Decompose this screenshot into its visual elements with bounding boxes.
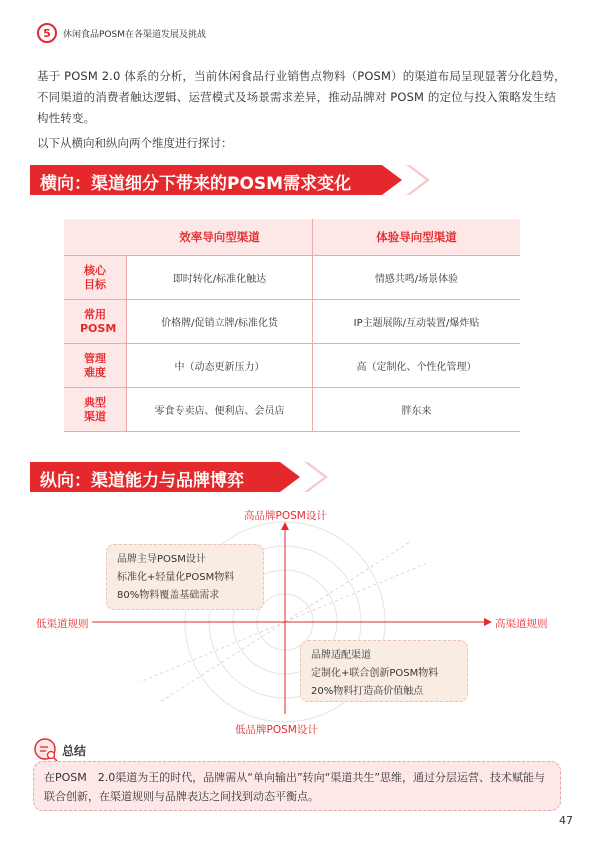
row-label xyxy=(64,344,127,387)
channel-comparison-table xyxy=(64,219,520,432)
summary-title: 总结 xyxy=(62,744,87,758)
box-line: 标准化+轻量化POSM物料 xyxy=(117,572,235,583)
chevron-right-icon xyxy=(304,462,328,492)
box-line: 20%物料打造高价值触点 xyxy=(311,686,424,697)
row-label xyxy=(64,256,127,299)
table-row xyxy=(64,344,520,388)
summary-box xyxy=(33,761,561,811)
quadrant-box-bottom-right xyxy=(300,640,468,702)
table-row xyxy=(64,300,520,344)
axis-label-bottom: 低品牌POSM设计 xyxy=(235,724,318,736)
intro-paragraph: 基于 POSM 2.0 体系的分析，当前休闲食品行业销售点物料（POSM）的渠道布局呈现显著分化趋势，不同渠道的消费者触达逻辑、运营模式及场景需求差异，推动品牌对 POSM 的定位与投入策略发生结构性转变。 xyxy=(37,69,566,125)
table-cell: 高（定制化、个性化管理） xyxy=(356,362,477,373)
chat-search-icon xyxy=(33,737,59,763)
row-label xyxy=(64,388,127,431)
row-label-text: 典型渠道 xyxy=(84,395,106,423)
row-label xyxy=(64,300,127,343)
box-line: 定制化+联合创新POSM物料 xyxy=(311,668,439,679)
chapter-title: 休闲食品POSM在各渠道发展及挑战 xyxy=(63,30,206,40)
table-cell: 价格牌/促销立牌/标准化货 xyxy=(127,300,313,343)
table-row xyxy=(64,388,520,432)
row-label-text: 管理难度 xyxy=(84,351,106,379)
axis-label-left: 低渠道规则 xyxy=(36,618,89,630)
quadrant-diagram xyxy=(0,500,596,740)
axis-label-right: 高渠道规则 xyxy=(495,618,548,630)
chapter-header xyxy=(37,23,237,49)
table-header-cell: 效率导向型渠道 xyxy=(127,219,313,255)
box-line: 品牌主导POSM设计 xyxy=(117,554,206,565)
row-label-text: 核心目标 xyxy=(84,263,106,291)
section-heading-horizontal xyxy=(30,165,430,195)
table-cell: 即时转化/标准化触达 xyxy=(127,256,313,299)
table-cell: 中（动态更新压力） xyxy=(127,344,313,387)
section-heading-vertical xyxy=(30,462,430,492)
intro-lead: 以下从横向和纵向两个维度进行探讨： xyxy=(37,136,233,150)
table-cell: 情感共鸣/场景体验 xyxy=(374,274,459,285)
table-row xyxy=(64,256,520,300)
table-header-row xyxy=(64,219,520,256)
box-line: 80%物料覆盖基础需求 xyxy=(117,590,220,601)
section-title: 横向：渠道细分下带来的POSM需求变化 xyxy=(40,174,352,194)
table-header-cell: 体验导向型渠道 xyxy=(376,230,457,244)
table-cell: IP主题展陈/互动装置/爆炸贴 xyxy=(353,318,480,329)
summary-title-bar xyxy=(58,746,558,754)
quadrant-box-top-left xyxy=(106,544,264,610)
box-line: 品牌适配渠道 xyxy=(311,650,371,661)
chevron-right-icon xyxy=(406,165,430,195)
chapter-number-badge: 5 xyxy=(37,23,57,43)
table-cell: 零食专卖店、便利店、会员店 xyxy=(127,388,313,431)
table-header-cell xyxy=(64,219,127,255)
page-number: 47 xyxy=(559,814,573,827)
section-title: 纵向：渠道能力与品牌博弈 xyxy=(40,471,244,491)
row-label-text: 常用POSM xyxy=(80,307,117,335)
summary-text: 在POSM 2.0渠道为王的时代，品牌需从“单向输出”转向“渠道共生”思维，通过分层运营、技术赋能与联合创新，在渠道规则与品牌表达之间找到动态平衡点。 xyxy=(44,771,546,803)
axis-label-top: 高品牌POSM设计 xyxy=(244,510,327,522)
table-cell: 胖东来 xyxy=(401,406,432,417)
